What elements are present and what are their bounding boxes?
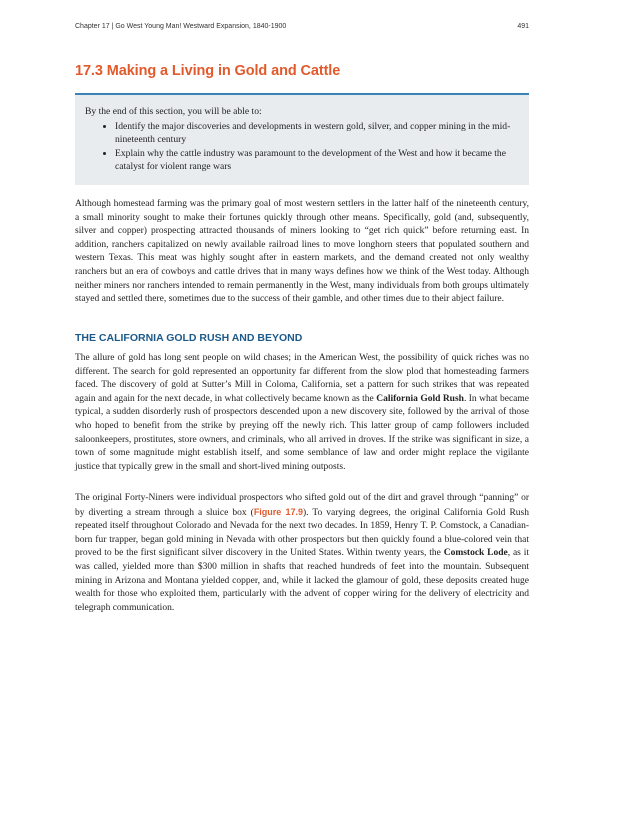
paragraph-text: , as it was called, yielded more than $300 million in shafts that reached hundreds of feet into the mountain. Subsequent mining in Arizona and Montana yielded copper, and, while it lacked the glamour of gold, these deposits created huge wealth for those who exploited them, particularly with the advent of copper wiring for the delivery of electricity and telegraph communication. <box>75 548 529 613</box>
section-title: 17.3 Making a Living in Gold and Cattle <box>75 63 341 79</box>
paragraph-text: The original Forty-Niners were individual prospectors who sifted gold out of the dirt and gravel through “panning” or by diverting a stream through a sluice box ( <box>75 493 529 518</box>
gold-rush-paragraph <box>75 352 529 474</box>
objectives-intro: By the end of this section, you will be able to: <box>85 106 262 117</box>
learning-objectives-box <box>75 95 529 185</box>
objective-item: • Explain why the cattle industry was paramount to the development of the West and how it became the catalyst for violent range wars <box>115 147 519 174</box>
paragraph-text: The allure of gold has long sent people on wild chases; in the American West, the possibility of quick riches was no different. The search for gold represented an opportunity far different from the slow plod that homesteading farmers faced. The discovery of gold at Sutter’s Mill in Coloma, California, set a pattern for such strikes that was repeated again and again for the next decade, in what collectively became known as the <box>75 353 529 404</box>
running-header <box>75 23 529 30</box>
key-term-california-gold-rush[interactable]: California Gold Rush <box>376 393 464 404</box>
key-term-comstock-lode[interactable]: Comstock Lode <box>443 548 508 559</box>
objectives-list <box>85 120 519 174</box>
paragraph-text: . In what became typical, a sudden disorderly rush of prospectors descended upon a new discovery site, followed by the arrival of those who hoped to benefit from the strike by preying off the newly rich. This latter group of camp followers included saloonkeepers, prostitutes, store owners, and criminals, who all arrived in droves. If the strike was significant in size, a town of some magnitude might establish itself, and some semblance of law and order might replace the vigilante justice that typically grew in the small and short-lived mining outposts. <box>75 393 529 472</box>
intro-paragraph: Although homestead farming was the primary goal of most western settlers in the latter half of the nineteenth century, a small minority sought to make their fortunes quickly through other means. Specifically, gold (and, subsequently, silver and copper) prospecting attracted thousands of miners looking to “get rich quick” before returning east. In addition, ranchers capitalized on newly available railroad lines to move longhorn steers that populated southern and western Texas. This meat was highly sought after in eastern markets, and the demand created not only wealthy ranchers but an era of cowboys and cattle drives that in many ways defines how we think of the West today. Although neither miners nor ranchers intended to remain permanently in the West, many individuals from both groups ultimately stayed and settled there, sometimes due to the success of their gamble, and other times due to their abject failure. <box>75 199 529 305</box>
objective-item: • Identify the major discoveries and developments in western gold, silver, and copper mining in the mid-nineteenth century <box>115 120 519 147</box>
page-number: 491 <box>517 23 529 30</box>
chapter-header-text: Chapter 17 | Go West Young Man! Westward Expansion, 1840-1900 <box>75 23 287 30</box>
figure-reference-link[interactable]: Figure 17.9 <box>253 506 303 517</box>
forty-niners-paragraph <box>75 492 529 615</box>
paragraph-text: ). To varying degrees, the original California Gold Rush repeated itself throughout Colorado and Nevada for the next two decades. In 1859, Henry T. P. Comstock, a Canadian-born fur trapper, began gold mining in Nevada with other prospectors but then quickly found a blue-colored vein that proved to be the first significant silver discovery in the United States. Within twenty years, the <box>75 507 529 559</box>
subsection-heading: THE CALIFORNIA GOLD RUSH AND BEYOND <box>75 332 303 344</box>
